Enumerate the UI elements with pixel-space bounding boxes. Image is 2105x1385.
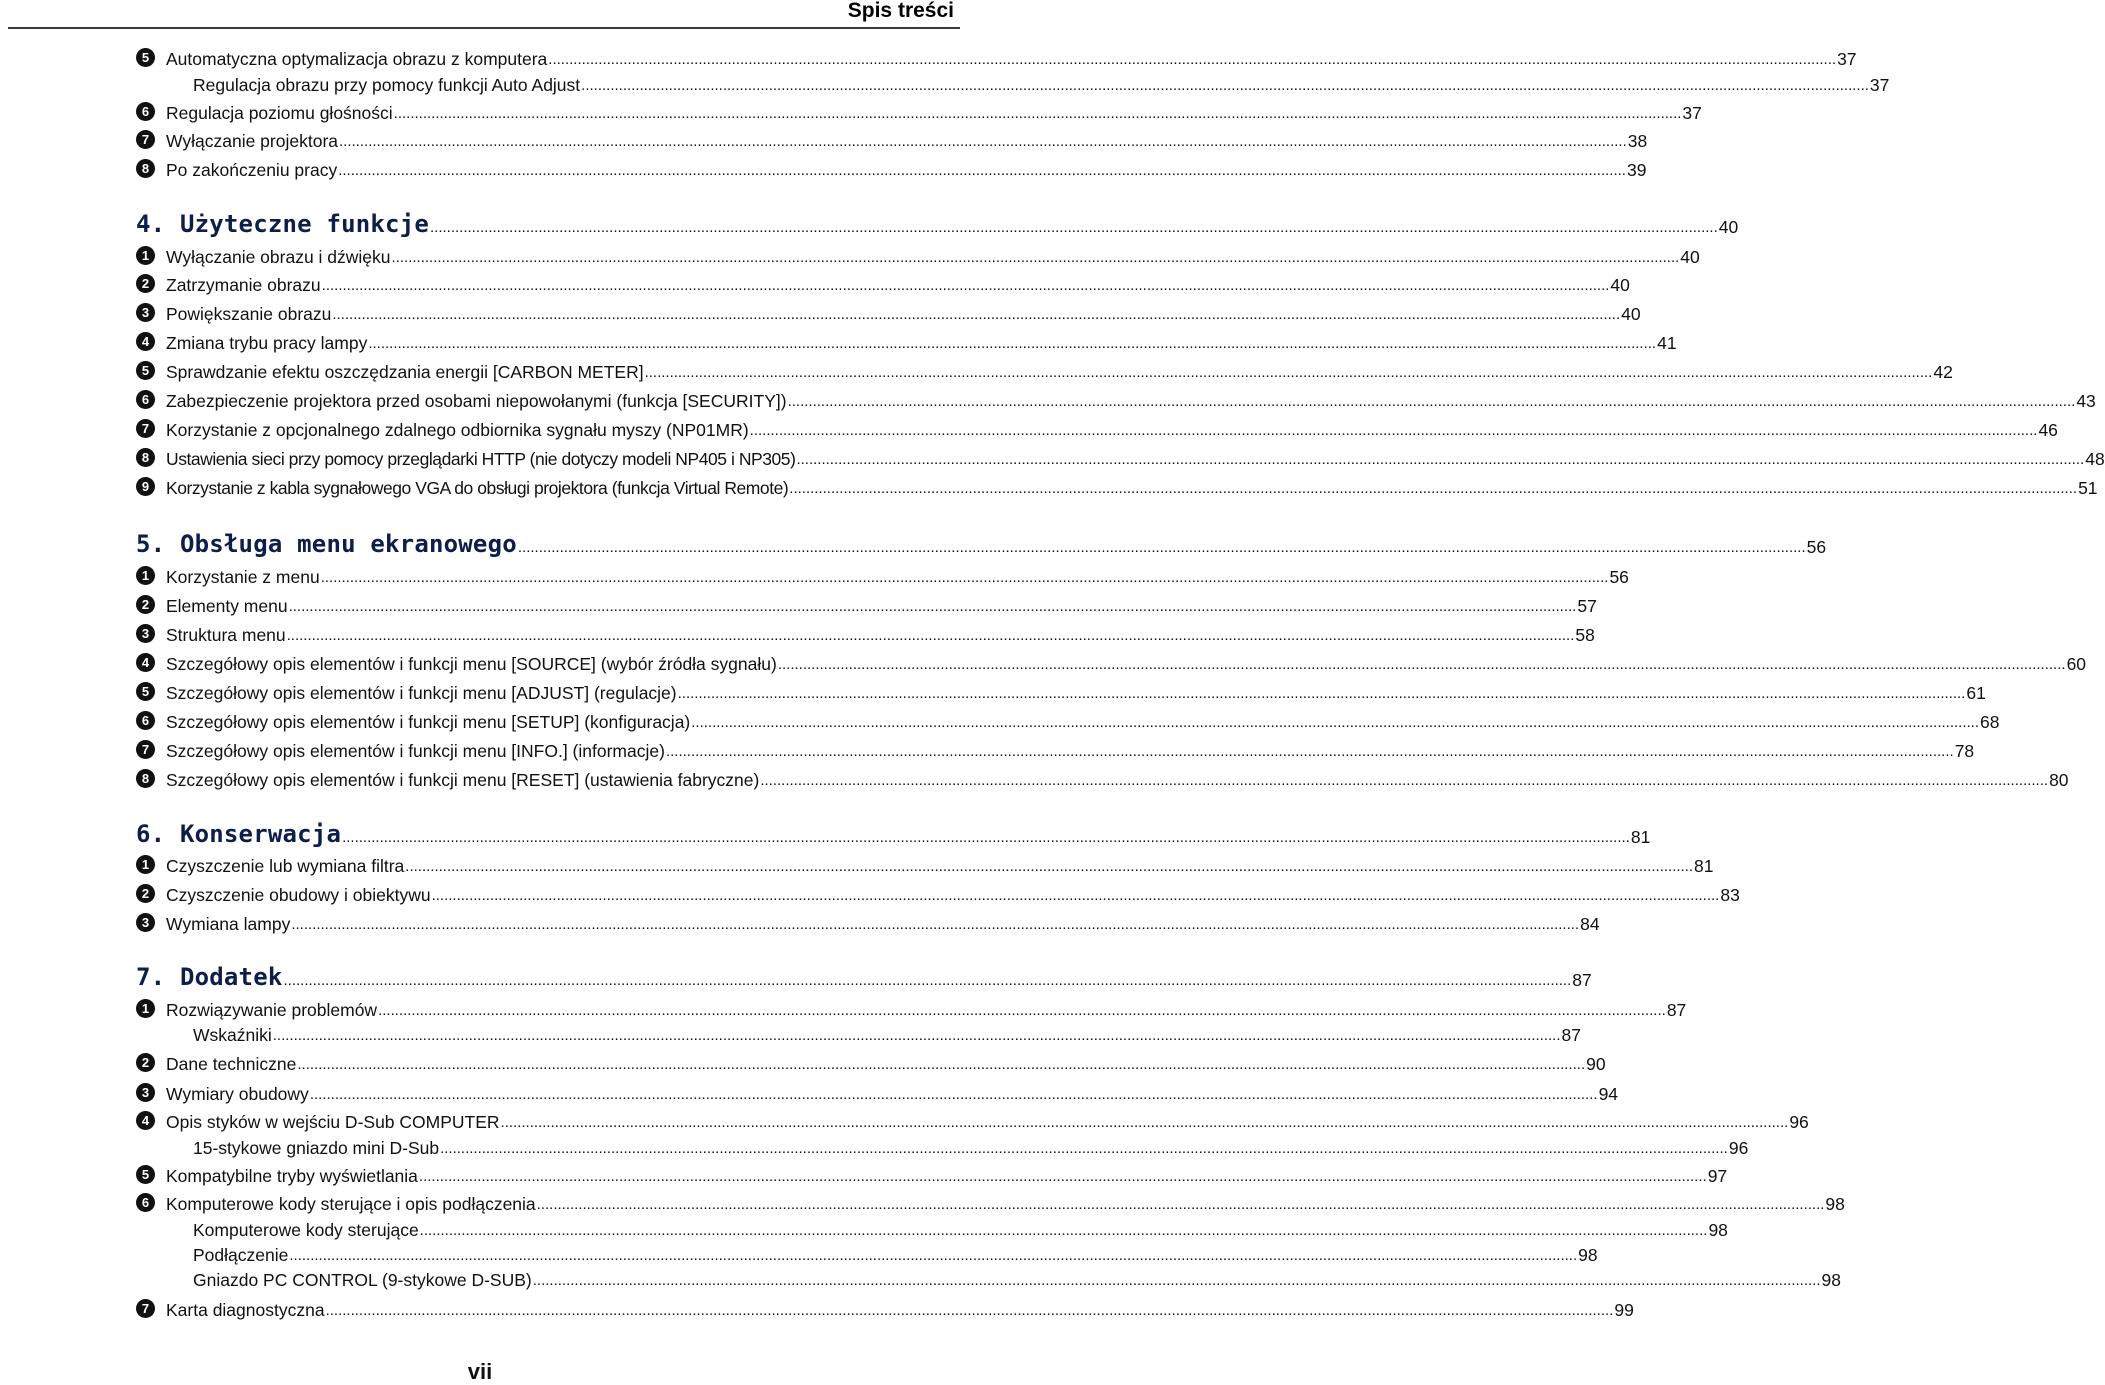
toc-page-number: 98 — [1578, 1244, 1598, 1265]
toc-page-number: 56 — [1806, 536, 1827, 557]
section-title: Spis treści — [847, 0, 954, 22]
dot-leader — [392, 250, 1680, 266]
toc-entry-title: Dane techniczne — [166, 1053, 297, 1074]
dot-leader — [332, 307, 1620, 323]
dot-leader — [533, 1273, 1821, 1289]
toc-entry-title: Opis styków w wejściu D-Sub COMPUTER — [166, 1111, 500, 1132]
dot-leader — [645, 365, 1933, 381]
toc-item[interactable] — [136, 442, 2105, 469]
toc-page-number: 80 — [2049, 769, 2069, 790]
toc-entry-title: Regulacja poziomu głośności — [166, 102, 393, 123]
toc-page-number: 48 — [2085, 448, 2105, 469]
toc-entry-title: Automatyczna optymalizacja obrazu z komputera — [166, 48, 548, 69]
dot-leader — [321, 570, 1609, 586]
dot-leader — [691, 715, 1979, 731]
dot-leader — [432, 888, 1720, 904]
dot-leader — [405, 859, 1693, 875]
toc-page-number: 87 — [1666, 999, 1687, 1020]
toc-entry-title: Regulacja obrazu przy pomocy funkcji Auto Adjust — [193, 74, 581, 95]
toc-item[interactable] — [136, 1159, 1728, 1186]
toc-entry-title: Szczegółowy opis elementów i funkcji menu [SOURCE] (wybór źródła sygnału) — [166, 653, 777, 674]
toc-subitem[interactable] — [136, 1131, 1749, 1158]
toc-entry-title: Zatrzymanie obrazu — [166, 274, 321, 295]
toc-subitem[interactable] — [136, 1213, 1728, 1240]
number-bullet-icon: 7 — [136, 740, 155, 759]
toc-entry-title: 5. Obsługa menu ekranowego — [136, 530, 517, 558]
dot-leader — [760, 773, 2048, 789]
toc-item[interactable] — [136, 734, 1975, 761]
dot-leader — [368, 336, 1656, 352]
toc-item[interactable] — [136, 763, 2069, 790]
toc-item[interactable] — [136, 471, 2098, 498]
dot-leader — [297, 1057, 1585, 1073]
number-bullet-icon: 7 — [136, 1299, 155, 1318]
toc-entry-title: Ustawienia sieci przy pomocy przeglądarki HTTP (nie dotyczy modeli NP405 i NP305) — [166, 448, 796, 469]
toc-page-number: 41 — [1657, 332, 1677, 353]
toc-entry-title: Powiększanie obrazu — [166, 303, 332, 324]
toc-page-number: 68 — [1980, 711, 2000, 732]
toc-subitem[interactable] — [136, 68, 1890, 95]
toc-item[interactable] — [136, 993, 1687, 1020]
toc-item[interactable] — [136, 384, 2096, 411]
toc-page-number: 87 — [1572, 969, 1592, 990]
toc-entry-title: 4. Użyteczne funkcje — [136, 210, 429, 238]
dot-leader — [342, 830, 1630, 846]
toc-page-number: 98 — [1708, 1219, 1728, 1240]
toc-page-number: 90 — [1586, 1053, 1606, 1074]
toc-page-number: 37 — [1837, 48, 1857, 69]
toc-item[interactable] — [136, 1077, 1619, 1104]
toc-page-number: 98 — [1821, 1269, 1841, 1290]
dot-leader — [666, 744, 1954, 760]
dot-leader — [420, 1223, 1708, 1239]
dot-leader — [501, 1115, 1789, 1131]
toc-entry-title: Korzystanie z opcjonalnego zdalnego odbiornika sygnału myszy (NP01MR) — [166, 419, 749, 440]
toc-item[interactable] — [136, 560, 1629, 587]
toc-item[interactable] — [136, 589, 1597, 616]
header-divider — [8, 27, 960, 29]
toc-page-number: 56 — [1609, 566, 1629, 587]
toc-item[interactable] — [136, 1187, 1845, 1214]
toc-entry-title: Korzystanie z kabla sygnałowego VGA do obsługi projektora (funkcja Virtual Remote) — [166, 477, 789, 498]
toc-page-number: 40 — [1621, 303, 1641, 324]
number-bullet-icon: 7 — [136, 419, 155, 438]
toc-item[interactable] — [136, 705, 2000, 732]
number-bullet-icon: 1 — [136, 999, 155, 1018]
toc-item[interactable] — [136, 355, 1953, 382]
toc-item[interactable] — [136, 1293, 1634, 1320]
toc-page-number: 60 — [2066, 653, 2087, 674]
toc-entry-title: Podłączenie — [193, 1244, 289, 1265]
toc-entry-title: Komputerowe kody sterujące — [193, 1219, 419, 1240]
toc-item[interactable] — [136, 42, 1857, 69]
number-bullet-icon: 2 — [136, 884, 155, 903]
number-bullet-icon: 6 — [136, 711, 155, 730]
toc-entry-title: Czyszczenie obudowy i obiektywu — [166, 884, 431, 905]
dot-leader — [430, 220, 1718, 236]
dot-leader — [778, 657, 2066, 673]
toc-page-number: 46 — [2038, 419, 2058, 440]
dot-leader — [289, 1248, 1577, 1264]
toc-item[interactable] — [136, 1047, 1606, 1074]
dot-leader — [291, 917, 1579, 933]
toc-page-number: 97 — [1707, 1165, 1728, 1186]
toc-page-number: 96 — [1728, 1137, 1749, 1158]
toc-entry-title: Po zakończeniu pracy — [166, 159, 338, 180]
toc-page-number: 78 — [1954, 740, 1975, 761]
dot-leader — [273, 1028, 1561, 1044]
toc-entry-title: Wymiary obudowy — [166, 1083, 309, 1104]
toc-item[interactable] — [136, 849, 1714, 876]
toc-chapter[interactable] — [136, 526, 1827, 558]
number-bullet-icon: 8 — [136, 448, 155, 467]
toc-page-number: 42 — [1933, 361, 1953, 382]
toc-entry-title: Komputerowe kody sterujące i opis podłączenia — [166, 1193, 536, 1214]
toc-page-number: 96 — [1789, 1111, 1809, 1132]
number-bullet-icon: 4 — [136, 653, 155, 672]
toc-chapter[interactable] — [136, 206, 1739, 238]
toc-entry-title: Sprawdzanie efektu oszczędzania energii [CARBON METER] — [166, 361, 644, 382]
toc-page-number: 99 — [1614, 1299, 1634, 1320]
toc-entry-title: Zmiana trybu pracy lampy — [166, 332, 368, 353]
number-bullet-icon: 1 — [136, 566, 155, 585]
dot-leader — [339, 134, 1627, 150]
toc-page-number: 81 — [1630, 826, 1651, 847]
toc-entry-title: Wymiana lampy — [166, 913, 291, 934]
number-bullet-icon: 8 — [136, 769, 155, 788]
toc-item[interactable] — [136, 240, 1700, 267]
toc-item[interactable] — [136, 878, 1740, 905]
toc-item[interactable] — [136, 618, 1595, 645]
toc-page-number: 87 — [1561, 1024, 1581, 1045]
number-bullet-icon: 1 — [136, 855, 155, 874]
number-bullet-icon: 6 — [136, 102, 155, 121]
toc-page-number: 43 — [2076, 390, 2096, 411]
toc-page-number: 40 — [1680, 246, 1700, 267]
toc-entry-title: Czyszczenie lub wymiana filtra — [166, 855, 405, 876]
toc-item[interactable] — [136, 268, 1630, 295]
number-bullet-icon: 2 — [136, 595, 155, 614]
toc-page-number: 58 — [1575, 624, 1595, 645]
toc-item[interactable] — [136, 326, 1677, 353]
toc-item[interactable] — [136, 676, 1986, 703]
number-bullet-icon: 8 — [136, 159, 155, 178]
page-number: vii — [467, 1359, 493, 1384]
dot-leader — [440, 1141, 1728, 1157]
toc-page-number: 98 — [1825, 1193, 1845, 1214]
number-bullet-icon: 1 — [136, 246, 155, 265]
toc-page-number: 38 — [1627, 130, 1648, 151]
toc-page-number: 37 — [1682, 102, 1702, 123]
toc-subitem[interactable] — [136, 1238, 1598, 1265]
toc-entry-title: Korzystanie z menu — [166, 566, 320, 587]
toc-item[interactable] — [136, 124, 1648, 151]
toc-page-number: 83 — [1720, 884, 1740, 905]
toc-entry-title: Wyłączanie projektora — [166, 130, 339, 151]
toc-entry-title: Gniazdo PC CONTROL (9-stykowe D-SUB) — [193, 1269, 532, 1290]
dot-leader — [287, 628, 1575, 644]
dot-leader — [518, 540, 1806, 556]
number-bullet-icon: 2 — [136, 1053, 155, 1072]
dot-leader — [678, 686, 1966, 702]
number-bullet-icon: 4 — [136, 332, 155, 351]
dot-leader — [284, 973, 1572, 989]
toc-page-number: 39 — [1626, 159, 1647, 180]
toc-subitem[interactable] — [136, 1263, 1841, 1290]
dot-leader — [788, 394, 2076, 410]
toc-entry-title: Wskaźniki — [193, 1024, 272, 1045]
toc-page-number: 94 — [1598, 1083, 1619, 1104]
dot-leader — [789, 481, 2077, 497]
toc-page-number: 84 — [1580, 913, 1600, 934]
number-bullet-icon: 5 — [136, 682, 155, 701]
dot-leader — [419, 1169, 1707, 1185]
toc-item[interactable] — [136, 413, 2058, 440]
toc-entry-title: Szczegółowy opis elementów i funkcji menu [RESET] (ustawienia fabryczne) — [166, 769, 760, 790]
dot-leader — [378, 1003, 1666, 1019]
dot-leader — [338, 163, 1626, 179]
number-bullet-icon: 3 — [136, 1083, 155, 1102]
number-bullet-icon: 6 — [136, 1193, 155, 1212]
toc-page-number: 40 — [1718, 216, 1739, 237]
toc-entry-title: 15-stykowe gniazdo mini D-Sub — [193, 1137, 440, 1158]
toc-item[interactable] — [136, 1105, 1809, 1132]
toc-entry-title: Zabezpieczenie projektora przed osobami niepowołanymi (funkcja [SECURITY]) — [166, 390, 787, 411]
toc-entry-title: Szczegółowy opis elementów i funkcji menu [SETUP] (konfiguracja) — [166, 711, 691, 732]
toc-page-number: 57 — [1577, 595, 1597, 616]
toc-item[interactable] — [136, 297, 1641, 324]
toc-entry-title: Elementy menu — [166, 595, 288, 616]
dot-leader — [394, 106, 1682, 122]
number-bullet-icon: 3 — [136, 303, 155, 322]
toc-entry-title: 6. Konserwacja — [136, 820, 342, 848]
toc-page-number: 51 — [2078, 477, 2098, 498]
toc-item[interactable] — [136, 153, 1647, 180]
toc-entry-title: Karta diagnostyczna — [166, 1299, 325, 1320]
number-bullet-icon: 5 — [136, 1165, 155, 1184]
toc-entry-title: Wyłączanie obrazu i dźwięku — [166, 246, 391, 267]
dot-leader — [310, 1087, 1598, 1103]
toc-page-number: 37 — [1869, 74, 1890, 95]
toc-entry-title: 7. Dodatek — [136, 963, 283, 991]
dot-leader — [289, 599, 1577, 615]
toc-page-number: 81 — [1694, 855, 1714, 876]
number-bullet-icon: 3 — [136, 624, 155, 643]
toc-entry-title: Struktura menu — [166, 624, 286, 645]
toc-subitem[interactable] — [136, 1018, 1581, 1045]
toc-item[interactable] — [136, 96, 1702, 123]
dot-leader — [326, 1303, 1614, 1319]
toc-chapter[interactable] — [136, 816, 1651, 848]
toc-item[interactable] — [136, 907, 1600, 934]
number-bullet-icon: 9 — [136, 477, 155, 496]
dot-leader — [581, 78, 1869, 94]
toc-entry-title: Rozwiązywanie problemów — [166, 999, 378, 1020]
toc-page-number: 61 — [1966, 682, 1986, 703]
number-bullet-icon: 2 — [136, 274, 155, 293]
number-bullet-icon: 6 — [136, 390, 155, 409]
number-bullet-icon: 4 — [136, 1111, 155, 1130]
toc-entry-title: Szczegółowy opis elementów i funkcji menu [ADJUST] (regulacje) — [166, 682, 677, 703]
number-bullet-icon: 5 — [136, 361, 155, 380]
dot-leader — [322, 278, 1610, 294]
dot-leader — [537, 1197, 1825, 1213]
number-bullet-icon: 5 — [136, 48, 155, 67]
dot-leader — [796, 452, 2084, 468]
toc-chapter[interactable] — [136, 959, 1592, 991]
dot-leader — [548, 52, 1836, 68]
toc-entry-title: Kompatybilne tryby wyświetlania — [166, 1165, 418, 1186]
number-bullet-icon: 3 — [136, 913, 155, 932]
toc-entry-title: Szczegółowy opis elementów i funkcji menu [INFO.] (informacje) — [166, 740, 665, 761]
number-bullet-icon: 7 — [136, 130, 155, 149]
toc-page-number: 40 — [1610, 274, 1630, 295]
toc-item[interactable] — [136, 647, 2087, 674]
dot-leader — [750, 423, 2038, 439]
